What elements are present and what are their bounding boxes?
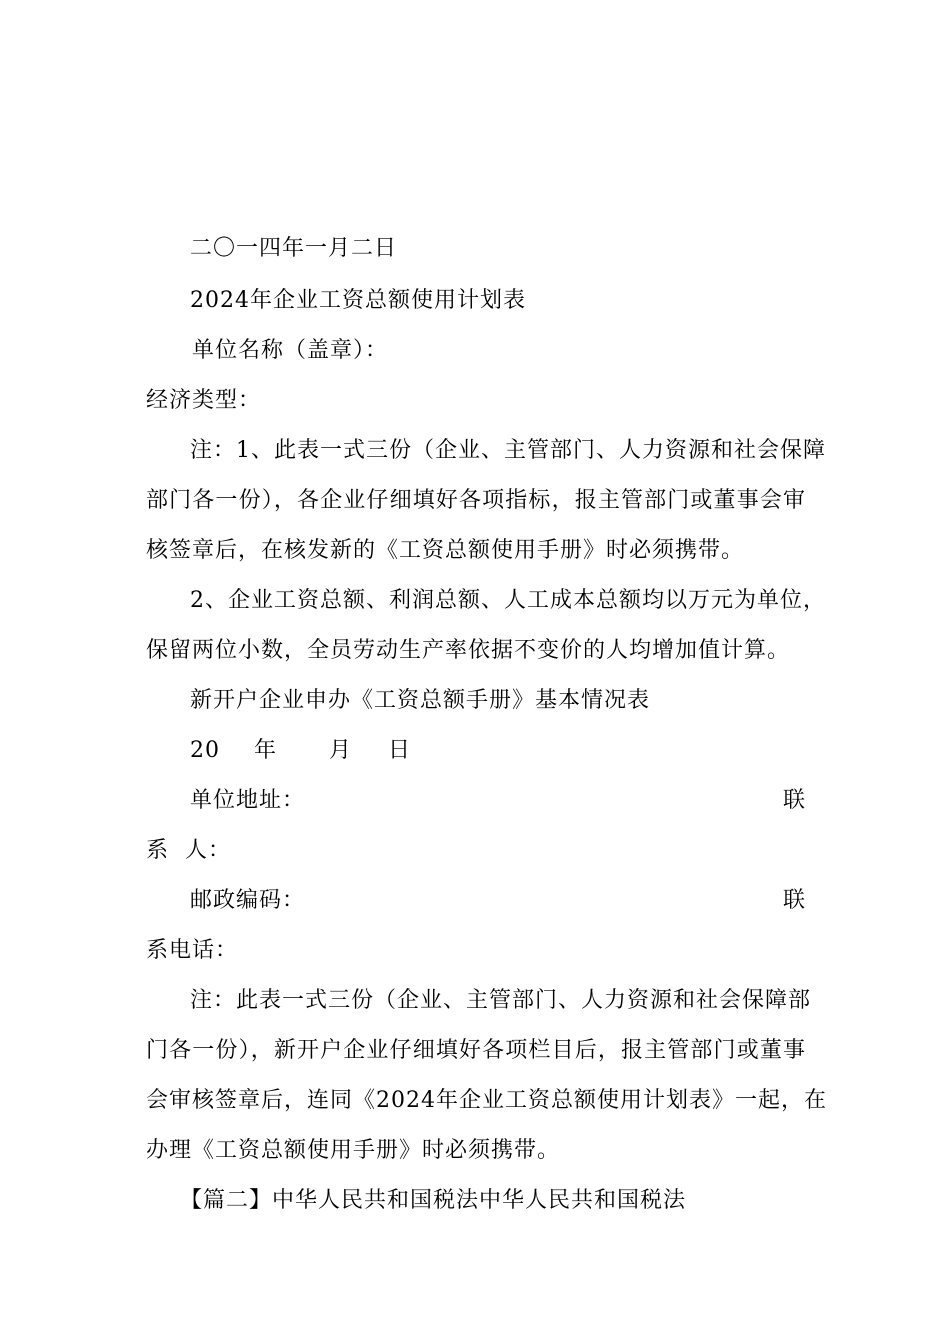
section-heading: 【篇二】中华人民共和国税法中华人民共和国税法 [180,1188,687,1213]
economy-type-label: 经济类型： [146,388,262,413]
note3-line4: 办理《工资总额使用手册》时必须携带。 [146,1138,561,1163]
date-blank [190,736,806,766]
phone-label-part1: 联 [782,888,806,913]
note1-line1: 注：1、此表一式三份（企业、主管部门、人力资源和社会保障 [190,438,826,463]
unit-name-label: 单位名称（盖章）： [192,338,389,363]
plan-title: 2024年企业工资总额使用计划表 [190,288,526,313]
date-month: 月 [329,738,353,763]
contact-label-part1: 联 [782,788,806,813]
note1-line3: 核签章后，在核发新的《工资总额使用手册》时必须携带。 [146,538,745,563]
date-line: 二〇一四年一月二日 [190,236,398,261]
address-row [190,786,806,816]
date-prefix: 20 [190,738,220,763]
phone-label-part2: 系电话： [146,938,239,963]
date-year: 年 [254,738,278,763]
note3-line2: 门各一份），新开户企业仔细填好各项栏目后，报主管部门或董事 [146,1038,806,1063]
note2-line2: 保留两位小数，全员劳动生产率依据不变价的人均增加值计算。 [146,638,791,663]
note3-line3: 会审核签章后，连同《2024年企业工资总额使用计划表》一起，在 [146,1088,827,1113]
date-day: 日 [388,738,412,763]
note2-line1: 2、企业工资总额、利润总额、人工成本总额均以万元为单位， [190,588,826,613]
address-label: 单位地址： [190,788,306,813]
contact-label-part2: 系 人： [146,838,231,863]
note3-line1: 注：此表一式三份（企业、主管部门、人力资源和社会保障部 [190,988,812,1013]
postcode-label: 邮政编码： [190,888,306,913]
postcode-row [190,886,806,916]
note1-line2: 部门各一份），各企业仔细填好各项指标，报主管部门或董事会审 [146,488,806,513]
new-account-title: 新开户企业申办《工资总额手册》基本情况表 [190,688,651,713]
